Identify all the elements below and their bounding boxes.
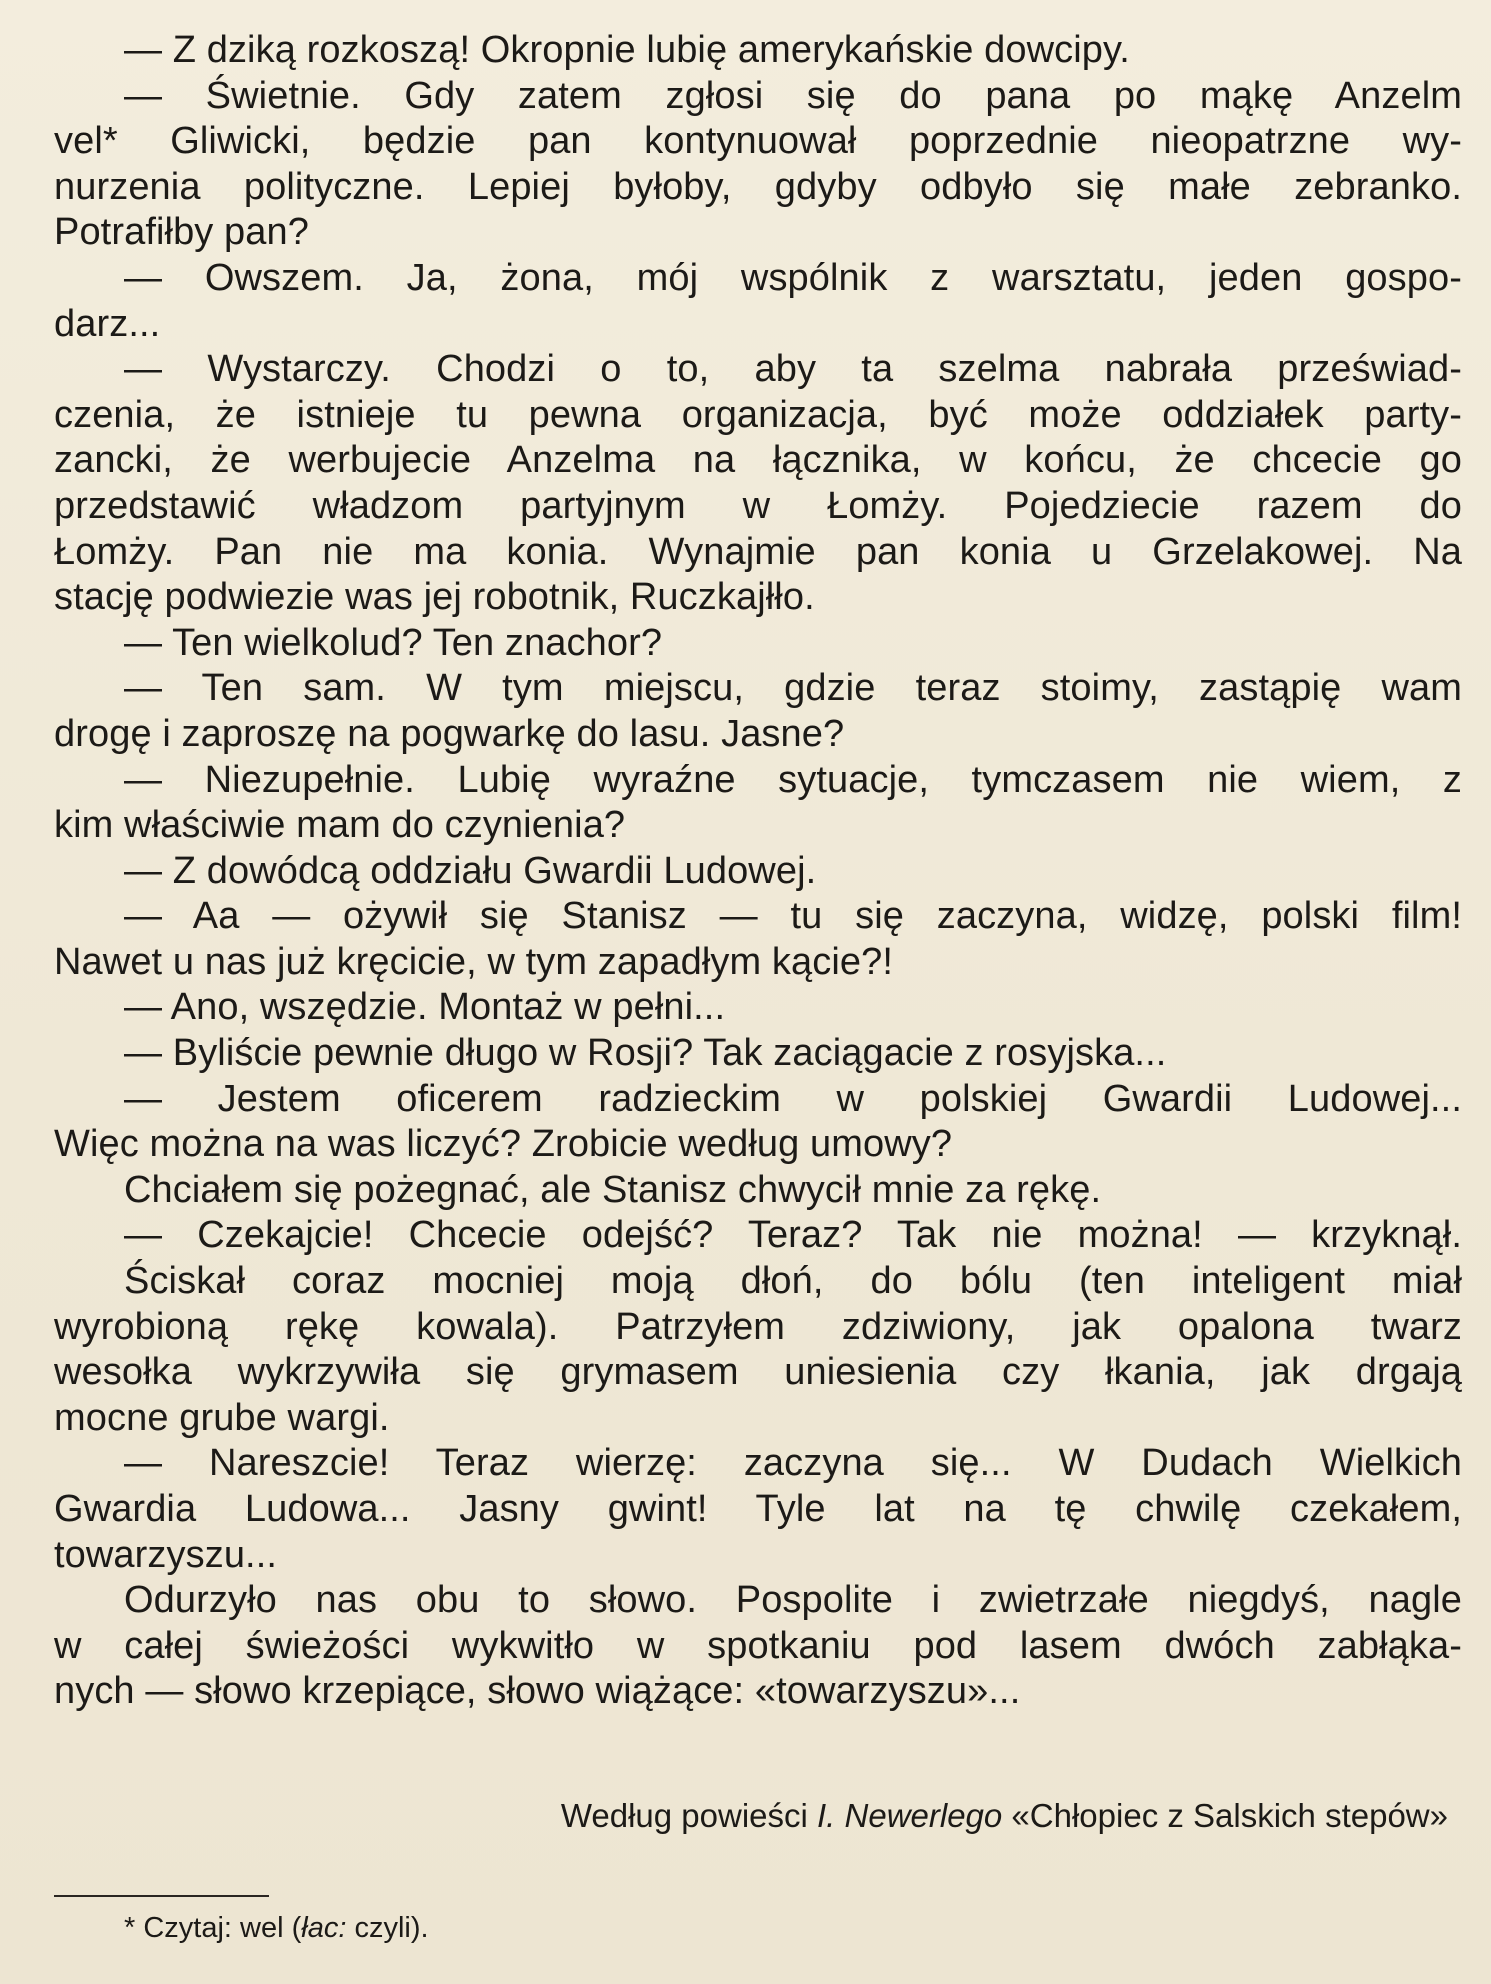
text-line: Ściskał coraz mocniej moją dłoń, do bólu (ten inteligent miał: [124, 1260, 1462, 1303]
text-line: — Ano, wszędzie. Montaż w pełni...: [124, 986, 726, 1029]
text-line: — Niezupełnie. Lubię wyraźne sytuacje, tymczasem nie wiem, z: [124, 758, 1462, 801]
text-line: — Wystarczy. Chodzi o to, aby ta szelma nabrała przeświad-: [124, 348, 1462, 391]
text-line: Nawet u nas już kręcicie, w tym zapadłym kącie?!: [54, 940, 893, 983]
text-line: Potrafiłby pan?: [54, 211, 309, 254]
text-line: Więc można na was liczyć? Zrobicie według umowy?: [54, 1123, 953, 1166]
text-line: w całej świeżości wykwitło w spotkaniu pod lasem dwóch zabłąka-: [54, 1624, 1462, 1667]
text-line: — Nareszcie! Teraz wierzę: zaczyna się... W Dudach Wielkich: [124, 1442, 1462, 1485]
text-line: — Czekajcie! Chcecie odejść? Teraz? Tak nie można! — krzyknął.: [124, 1214, 1462, 1257]
text-line: kim właściwie mam do czynienia?: [54, 804, 626, 847]
text-line: — Owszem. Ja, żona, mój wspólnik z warsztatu, jeden gospo-: [124, 256, 1462, 299]
text-line: wesołka wykrzywiła się grymasem uniesienia czy łkania, jak drgają: [54, 1351, 1462, 1394]
text-line: czenia, że istnieje tu pewna organizacja, być może oddziałek party-: [54, 393, 1462, 436]
text-line: vel* Gliwicki, będzie pan kontynuował poprzednie nieopatrzne wy-: [54, 120, 1462, 163]
footnote: [124, 1908, 429, 1948]
text-line: — Aa — ożywił się Stanisz — tu się zaczyna, widzę, polski film!: [124, 895, 1462, 938]
text-line: darz...: [54, 302, 161, 345]
source-title: «Chłopiec z Salskich stepów»: [1002, 1797, 1448, 1834]
text-line: nych — słowo krzepiące, słowo wiążące: «towarzyszu»...: [54, 1670, 1021, 1713]
source-prefix: Według powieści: [560, 1797, 817, 1834]
text-line: Odurzyło nas obu to słowo. Pospolite i zwietrzałe niegdyś, nagle: [124, 1579, 1462, 1622]
text-line: towarzyszu...: [54, 1533, 278, 1576]
text-line: Łomży. Pan nie ma konia. Wynajmie pan konia u Grzelakowej. Na: [54, 530, 1462, 573]
text-line: — Ten wielkolud? Ten znachor?: [124, 621, 663, 664]
footnote-divider: [54, 1895, 269, 1897]
text-line: Gwardia Ludowa... Jasny gwint! Tyle lat na tę chwilę czekałem,: [54, 1488, 1462, 1530]
text-line: stację podwiezie was jej robotnik, Ruczkajłło.: [54, 576, 815, 619]
text-line: drogę i zaproszę na pogwarkę do lasu. Jasne?: [54, 712, 845, 755]
text-line: zancki, że werbujecie Anzelma na łącznika, w końcu, że chcecie go: [54, 439, 1462, 482]
text-line: mocne grube wargi.: [54, 1396, 390, 1439]
text-line: — Jestem oficerem radzieckim w polskiej Gwardii Ludowej...: [124, 1077, 1462, 1120]
text-line: — Ten sam. W tym miejscu, gdzie teraz stoimy, zastąpię wam: [124, 667, 1462, 710]
footnote-lang: łac:: [301, 1912, 347, 1944]
text-line: — Byliście pewnie długo w Rosji? Tak zaciągacie z rosyjska...: [124, 1032, 1167, 1075]
text-line: — Z dowódcą oddziału Gwardii Ludowej.: [124, 849, 817, 892]
text-line: przedstawić władzom partyjnym w Łomży. Pojedziecie razem do: [54, 484, 1462, 527]
text-line: nurzenia polityczne. Lepiej byłoby, gdyby odbyło się małe zebranko.: [54, 165, 1462, 208]
text-line: Chciałem się pożegnać, ale Stanisz chwycił mnie za rękę.: [124, 1168, 1102, 1211]
text-line: — Świetnie. Gdy zatem zgłosi się do pana po mąkę Anzelm: [124, 74, 1462, 117]
footnote-marker: * Czytaj: wel (: [124, 1912, 302, 1944]
text-line: — Z dziką rozkoszą! Okropnie lubię amerykańskie dowcipy.: [124, 29, 1130, 71]
footnote-rest: czyli).: [346, 1912, 429, 1944]
text-line: wyrobioną rękę kowala). Patrzyłem zdziwiony, jak opalona twarz: [54, 1305, 1462, 1348]
source-attribution: [424, 1794, 1448, 1838]
body-text: [54, 28, 1462, 1715]
source-author: I. Newerlego: [817, 1797, 1003, 1834]
